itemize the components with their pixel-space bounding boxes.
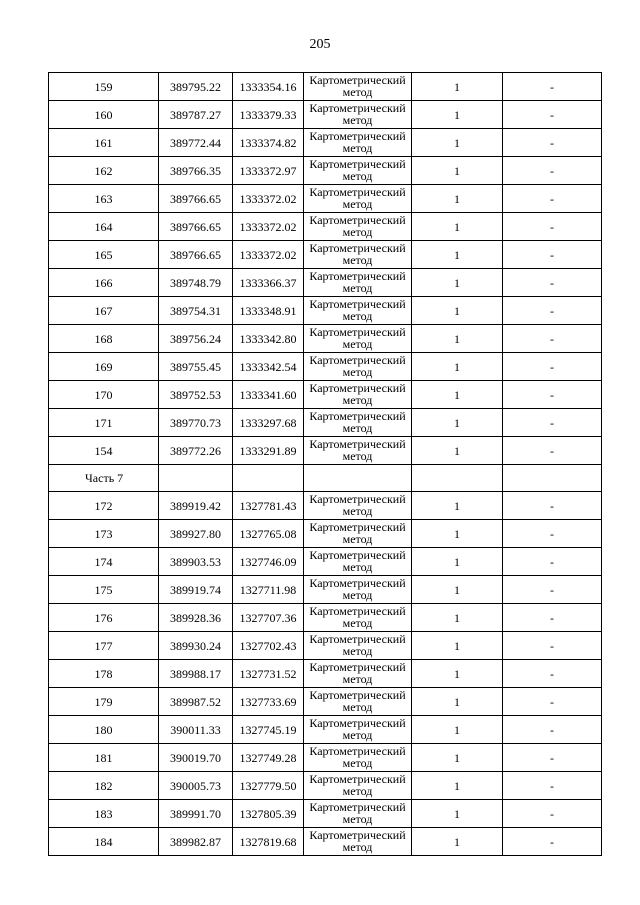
note-cell: - (503, 325, 602, 353)
y-coordinate-cell: 1327746.09 (233, 548, 304, 576)
method-cell: Картометрический метод (304, 437, 412, 465)
x-coordinate-cell: 389772.26 (159, 437, 233, 465)
y-coordinate-cell: 1333379.33 (233, 101, 304, 129)
note-cell: - (503, 437, 602, 465)
method-cell: Картометрический метод (304, 157, 412, 185)
accuracy-cell: 1 (412, 185, 503, 213)
x-coordinate-cell: 390005.73 (159, 772, 233, 800)
method-cell: Картометрический метод (304, 101, 412, 129)
point-number-cell: 160 (49, 101, 159, 129)
table-row (49, 269, 602, 297)
point-number-cell: 184 (49, 828, 159, 856)
y-coordinate-cell: 1333372.02 (233, 213, 304, 241)
x-coordinate-cell: 389988.17 (159, 660, 233, 688)
y-coordinate-cell: 1333372.02 (233, 241, 304, 269)
accuracy-cell: 1 (412, 129, 503, 157)
table-row (49, 492, 602, 520)
accuracy-cell: 1 (412, 548, 503, 576)
note-cell: - (503, 660, 602, 688)
point-number-cell: 165 (49, 241, 159, 269)
accuracy-cell: 1 (412, 269, 503, 297)
y-coordinate-cell: 1327702.43 (233, 632, 304, 660)
empty-cell (233, 465, 304, 492)
coordinates-table-body (49, 73, 602, 856)
y-coordinate-cell: 1333374.82 (233, 129, 304, 157)
point-number-cell: 173 (49, 520, 159, 548)
method-cell: Картометрический метод (304, 492, 412, 520)
method-cell: Картометрический метод (304, 548, 412, 576)
x-coordinate-cell: 389766.65 (159, 185, 233, 213)
empty-cell (304, 465, 412, 492)
note-cell: - (503, 73, 602, 101)
y-coordinate-cell: 1327711.98 (233, 576, 304, 604)
y-coordinate-cell: 1333297.68 (233, 409, 304, 437)
accuracy-cell: 1 (412, 213, 503, 241)
method-cell: Картометрический метод (304, 73, 412, 101)
point-number-cell: 175 (49, 576, 159, 604)
y-coordinate-cell: 1333342.54 (233, 353, 304, 381)
table-row (49, 437, 602, 465)
point-number-cell: 164 (49, 213, 159, 241)
y-coordinate-cell: 1333372.97 (233, 157, 304, 185)
method-cell: Картометрический метод (304, 520, 412, 548)
table-row (49, 101, 602, 129)
method-cell: Картометрический метод (304, 576, 412, 604)
y-coordinate-cell: 1327745.19 (233, 716, 304, 744)
method-cell: Картометрический метод (304, 828, 412, 856)
point-number-cell: 167 (49, 297, 159, 325)
accuracy-cell: 1 (412, 297, 503, 325)
table-row (49, 828, 602, 856)
point-number-cell: 183 (49, 800, 159, 828)
x-coordinate-cell: 389930.24 (159, 632, 233, 660)
point-number-cell: 169 (49, 353, 159, 381)
point-number-cell: 172 (49, 492, 159, 520)
point-number-cell: 162 (49, 157, 159, 185)
x-coordinate-cell: 389787.27 (159, 101, 233, 129)
point-number-cell: 163 (49, 185, 159, 213)
point-number-cell: 166 (49, 269, 159, 297)
method-cell: Картометрический метод (304, 772, 412, 800)
point-number-cell: 170 (49, 381, 159, 409)
table-row (49, 297, 602, 325)
accuracy-cell: 1 (412, 73, 503, 101)
note-cell: - (503, 772, 602, 800)
note-cell: - (503, 828, 602, 856)
accuracy-cell: 1 (412, 660, 503, 688)
method-cell: Картометрический метод (304, 353, 412, 381)
accuracy-cell: 1 (412, 688, 503, 716)
note-cell: - (503, 548, 602, 576)
x-coordinate-cell: 389927.80 (159, 520, 233, 548)
section-row (49, 465, 602, 492)
table-row (49, 353, 602, 381)
y-coordinate-cell: 1333341.60 (233, 381, 304, 409)
method-cell: Картометрический метод (304, 381, 412, 409)
accuracy-cell: 1 (412, 716, 503, 744)
method-cell: Картометрический метод (304, 688, 412, 716)
point-number-cell: 179 (49, 688, 159, 716)
page-number: 205 (309, 37, 331, 52)
table-row (49, 744, 602, 772)
y-coordinate-cell: 1327819.68 (233, 828, 304, 856)
note-cell: - (503, 688, 602, 716)
empty-cell (412, 465, 503, 492)
table-row (49, 604, 602, 632)
point-number-cell: 180 (49, 716, 159, 744)
accuracy-cell: 1 (412, 381, 503, 409)
table-row (49, 381, 602, 409)
method-cell: Картометрический метод (304, 800, 412, 828)
table-row (49, 576, 602, 604)
note-cell: - (503, 185, 602, 213)
table-row (49, 73, 602, 101)
y-coordinate-cell: 1333342.80 (233, 325, 304, 353)
x-coordinate-cell: 389754.31 (159, 297, 233, 325)
note-cell: - (503, 492, 602, 520)
accuracy-cell: 1 (412, 576, 503, 604)
accuracy-cell: 1 (412, 353, 503, 381)
method-cell: Картометрический метод (304, 269, 412, 297)
coordinates-table (48, 72, 602, 856)
note-cell: - (503, 632, 602, 660)
accuracy-cell: 1 (412, 325, 503, 353)
table-row (49, 241, 602, 269)
note-cell: - (503, 129, 602, 157)
table-row (49, 688, 602, 716)
y-coordinate-cell: 1327749.28 (233, 744, 304, 772)
y-coordinate-cell: 1333348.91 (233, 297, 304, 325)
point-number-cell: 176 (49, 604, 159, 632)
x-coordinate-cell: 389928.36 (159, 604, 233, 632)
point-number-cell: 177 (49, 632, 159, 660)
point-number-cell: 178 (49, 660, 159, 688)
table-row (49, 129, 602, 157)
point-number-cell: 182 (49, 772, 159, 800)
note-cell: - (503, 381, 602, 409)
x-coordinate-cell: 390011.33 (159, 716, 233, 744)
y-coordinate-cell: 1327733.69 (233, 688, 304, 716)
point-number-cell: 161 (49, 129, 159, 157)
accuracy-cell: 1 (412, 101, 503, 129)
y-coordinate-cell: 1327779.50 (233, 772, 304, 800)
empty-cell (159, 465, 233, 492)
table-row (49, 716, 602, 744)
x-coordinate-cell: 390019.70 (159, 744, 233, 772)
method-cell: Картометрический метод (304, 185, 412, 213)
accuracy-cell: 1 (412, 520, 503, 548)
y-coordinate-cell: 1327805.39 (233, 800, 304, 828)
x-coordinate-cell: 389987.52 (159, 688, 233, 716)
accuracy-cell: 1 (412, 409, 503, 437)
x-coordinate-cell: 389991.70 (159, 800, 233, 828)
note-cell: - (503, 800, 602, 828)
method-cell: Картометрический метод (304, 632, 412, 660)
method-cell: Картометрический метод (304, 604, 412, 632)
method-cell: Картометрический метод (304, 716, 412, 744)
y-coordinate-cell: 1327707.36 (233, 604, 304, 632)
x-coordinate-cell: 389795.22 (159, 73, 233, 101)
method-cell: Картометрический метод (304, 325, 412, 353)
y-coordinate-cell: 1333366.37 (233, 269, 304, 297)
method-cell: Картометрический метод (304, 129, 412, 157)
accuracy-cell: 1 (412, 744, 503, 772)
y-coordinate-cell: 1333291.89 (233, 437, 304, 465)
table-row (49, 660, 602, 688)
x-coordinate-cell: 389755.45 (159, 353, 233, 381)
note-cell: - (503, 520, 602, 548)
note-cell: - (503, 157, 602, 185)
accuracy-cell: 1 (412, 632, 503, 660)
table-row (49, 213, 602, 241)
accuracy-cell: 1 (412, 604, 503, 632)
y-coordinate-cell: 1333354.16 (233, 73, 304, 101)
section-label: Часть 7 (49, 465, 159, 492)
table-row (49, 520, 602, 548)
x-coordinate-cell: 389766.65 (159, 213, 233, 241)
method-cell: Картометрический метод (304, 297, 412, 325)
x-coordinate-cell: 389919.42 (159, 492, 233, 520)
point-number-cell: 171 (49, 409, 159, 437)
method-cell: Картометрический метод (304, 213, 412, 241)
x-coordinate-cell: 389748.79 (159, 269, 233, 297)
note-cell: - (503, 576, 602, 604)
x-coordinate-cell: 389772.44 (159, 129, 233, 157)
y-coordinate-cell: 1327731.52 (233, 660, 304, 688)
table-row (49, 632, 602, 660)
table-row (49, 409, 602, 437)
x-coordinate-cell: 389903.53 (159, 548, 233, 576)
point-number-cell: 174 (49, 548, 159, 576)
x-coordinate-cell: 389919.74 (159, 576, 233, 604)
x-coordinate-cell: 389982.87 (159, 828, 233, 856)
table-row (49, 157, 602, 185)
accuracy-cell: 1 (412, 241, 503, 269)
accuracy-cell: 1 (412, 828, 503, 856)
x-coordinate-cell: 389770.73 (159, 409, 233, 437)
point-number-cell: 181 (49, 744, 159, 772)
y-coordinate-cell: 1327781.43 (233, 492, 304, 520)
x-coordinate-cell: 389752.53 (159, 381, 233, 409)
x-coordinate-cell: 389766.35 (159, 157, 233, 185)
accuracy-cell: 1 (412, 437, 503, 465)
note-cell: - (503, 353, 602, 381)
note-cell: - (503, 744, 602, 772)
point-number-cell: 168 (49, 325, 159, 353)
note-cell: - (503, 241, 602, 269)
note-cell: - (503, 213, 602, 241)
method-cell: Картометрический метод (304, 409, 412, 437)
accuracy-cell: 1 (412, 492, 503, 520)
table-row (49, 800, 602, 828)
point-number-cell: 154 (49, 437, 159, 465)
note-cell: - (503, 101, 602, 129)
x-coordinate-cell: 389766.65 (159, 241, 233, 269)
empty-cell (503, 465, 602, 492)
table-row (49, 185, 602, 213)
table-row (49, 325, 602, 353)
accuracy-cell: 1 (412, 800, 503, 828)
point-number-cell: 159 (49, 73, 159, 101)
table-row (49, 548, 602, 576)
y-coordinate-cell: 1333372.02 (233, 185, 304, 213)
y-coordinate-cell: 1327765.08 (233, 520, 304, 548)
accuracy-cell: 1 (412, 772, 503, 800)
method-cell: Картометрический метод (304, 241, 412, 269)
note-cell: - (503, 604, 602, 632)
accuracy-cell: 1 (412, 157, 503, 185)
table-row (49, 772, 602, 800)
note-cell: - (503, 716, 602, 744)
note-cell: - (503, 269, 602, 297)
method-cell: Картометрический метод (304, 744, 412, 772)
method-cell: Картометрический метод (304, 660, 412, 688)
note-cell: - (503, 297, 602, 325)
note-cell: - (503, 409, 602, 437)
x-coordinate-cell: 389756.24 (159, 325, 233, 353)
